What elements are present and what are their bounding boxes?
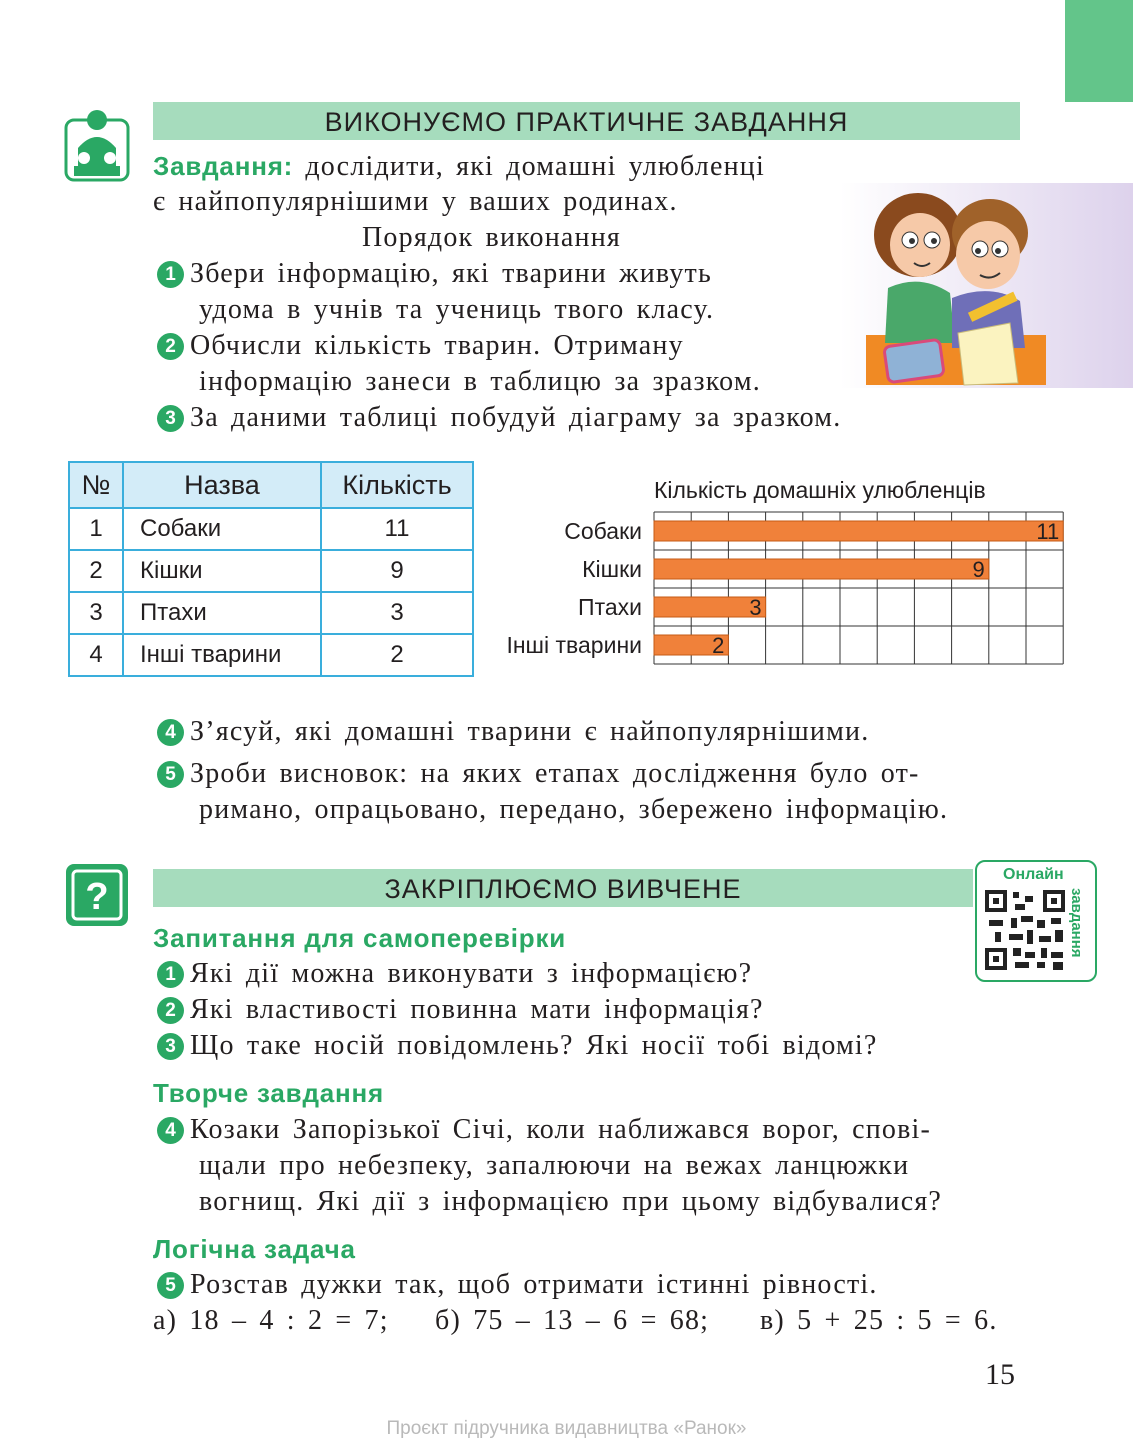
equation-b — [435, 1303, 709, 1339]
corner-tab — [1065, 0, 1133, 102]
task-label: Завдання: — [153, 151, 294, 181]
step-2-line-1: Обчисли кількість тварин. Отриману — [190, 330, 684, 361]
chart-category-label: Собаки — [564, 518, 642, 544]
online-sub-wrapper — [1065, 888, 1087, 978]
question-1-text: Які дії можна виконувати з інформацією? — [190, 958, 753, 989]
chart-value-label: 11 — [1036, 519, 1060, 544]
chart-category-label: Кішки — [582, 556, 642, 582]
logic-heading: Логічна задача — [153, 1234, 356, 1264]
equation-a — [153, 1303, 389, 1339]
creative-task — [157, 1112, 931, 1148]
table-header-count: Кількість — [321, 462, 473, 508]
step-number-2: 2 — [157, 333, 184, 360]
selfcheck-heading: Запитання для самоперевірки — [153, 923, 567, 953]
chart-title: Кількість домашніх улюбленців — [654, 477, 986, 503]
question-3 — [157, 1028, 878, 1064]
equation-a-label: а) — [153, 1305, 178, 1336]
task-line-1 — [153, 148, 765, 185]
step-4-line-1: З’ясуй, які домашні тварини є найпопулярнішими. — [190, 716, 870, 747]
logic-text: Розстав дужки так, щоб отримати істинні рівності. — [190, 1269, 878, 1300]
equation-b-label: б) — [435, 1305, 461, 1336]
table-cell-num: 1 — [69, 508, 123, 550]
practice-icon — [64, 108, 130, 182]
logic-number: 5 — [157, 1272, 184, 1299]
table-row — [69, 634, 473, 676]
table-cell-num: 4 — [69, 634, 123, 676]
table-row — [69, 592, 473, 634]
table-cell-count: 3 — [321, 592, 473, 634]
order-heading: Порядок виконання — [362, 222, 621, 253]
question-1 — [157, 956, 752, 992]
table-header-num: № — [69, 462, 123, 508]
equation-a-expr: 18 – 4 : 2 = 7; — [189, 1305, 389, 1336]
step-number-3: 3 — [157, 405, 184, 432]
table-cell-count: 2 — [321, 634, 473, 676]
review-banner: ЗАКРІПЛЮЄМО ВИВЧЕНЕ — [153, 869, 973, 907]
task-text-1: дослідити, які домашні улюбленці — [305, 151, 765, 182]
kids-illustration — [840, 183, 1133, 388]
chart-value-label: 3 — [749, 595, 762, 620]
chart-category-label: Птахи — [578, 594, 642, 620]
pets-bar-chart — [480, 510, 1070, 670]
table-cell-count: 9 — [321, 550, 473, 592]
step-number-4: 4 — [157, 719, 184, 746]
question-2 — [157, 992, 764, 1028]
question-icon — [64, 862, 130, 928]
step-1 — [157, 256, 712, 292]
online-label: Онлайн — [1003, 866, 1064, 883]
step-2-line-2: інформацію занеси в таблицю за зразком. — [199, 366, 761, 397]
online-task-qr[interactable] — [975, 860, 1097, 982]
task-line-2: є найпопулярнішими у ваших родинах. — [153, 186, 678, 217]
table-cell-num: 3 — [69, 592, 123, 634]
chart-value-label: 9 — [972, 557, 985, 582]
step-4 — [157, 714, 869, 750]
table-cell-name: Собаки — [123, 508, 321, 550]
step-1-line-2: удома в учнів та учениць твого класу. — [199, 294, 715, 325]
table-cell-name: Кішки — [123, 550, 321, 592]
step-5-line-1: Зроби висновок: на яких етапах дослідження було от- — [190, 758, 920, 789]
equation-c — [760, 1303, 998, 1339]
page-number: 15 — [985, 1358, 1015, 1391]
creative-line-3: вогнищ. Які дії з інформацією при цьому відбувалися? — [199, 1186, 943, 1217]
creative-line-2: щали про небезпеку, запалюючи на вежах ланцюжки — [199, 1150, 910, 1181]
chart-bar — [654, 559, 989, 579]
pets-table — [68, 461, 474, 677]
step-3 — [157, 400, 841, 436]
table-header-row — [69, 462, 473, 508]
step-2 — [157, 328, 684, 364]
question-number-1: 1 — [157, 961, 184, 988]
question-number-2: 2 — [157, 997, 184, 1024]
table-header-name: Назва — [123, 462, 321, 508]
qr-code-icon — [985, 890, 1065, 970]
practice-banner: ВИКОНУЄМО ПРАКТИЧНЕ ЗАВДАННЯ — [153, 102, 1020, 140]
chart-category-label: Інші тварини — [506, 632, 642, 658]
creative-number: 4 — [157, 1117, 184, 1144]
table-cell-num: 2 — [69, 550, 123, 592]
chart-bar — [654, 521, 1063, 541]
chart-value-label: 2 — [712, 633, 725, 658]
equation-c-expr: 5 + 25 : 5 = 6. — [797, 1305, 998, 1336]
footer-credit: Проєкт підручника видавництва «Ранок» — [386, 1418, 747, 1439]
step-number-1: 1 — [157, 261, 184, 288]
step-5 — [157, 756, 920, 792]
equation-b-expr: 75 – 13 – 6 = 68; — [473, 1305, 710, 1336]
question-3-text: Що таке носій повідомлень? Які носії тобі відомі? — [190, 1030, 878, 1061]
logic-task — [157, 1267, 878, 1303]
table-cell-count: 11 — [321, 508, 473, 550]
table-cell-name: Інші тварини — [123, 634, 321, 676]
step-5-line-2: римано, опрацьовано, передано, збережено інформацію. — [199, 794, 949, 825]
equation-c-label: в) — [760, 1305, 785, 1336]
question-number-3: 3 — [157, 1033, 184, 1060]
creative-heading: Творче завдання — [153, 1078, 384, 1108]
table-row — [69, 508, 473, 550]
step-1-line-1: Збери інформацію, які тварини живуть — [190, 258, 712, 289]
table-row — [69, 550, 473, 592]
online-sub-label: завдання — [1068, 888, 1085, 958]
step-3-line-1: За даними таблиці побудуй діаграму за зразком. — [190, 402, 842, 433]
step-number-5: 5 — [157, 761, 184, 788]
svg-text:?: ? — [85, 876, 109, 918]
pets-table-wrapper — [68, 461, 474, 677]
question-2-text: Які властивості повинна мати інформація? — [190, 994, 764, 1025]
table-cell-name: Птахи — [123, 592, 321, 634]
creative-line-1: Козаки Запорізької Січі, коли наближався ворог, спові- — [190, 1114, 932, 1145]
